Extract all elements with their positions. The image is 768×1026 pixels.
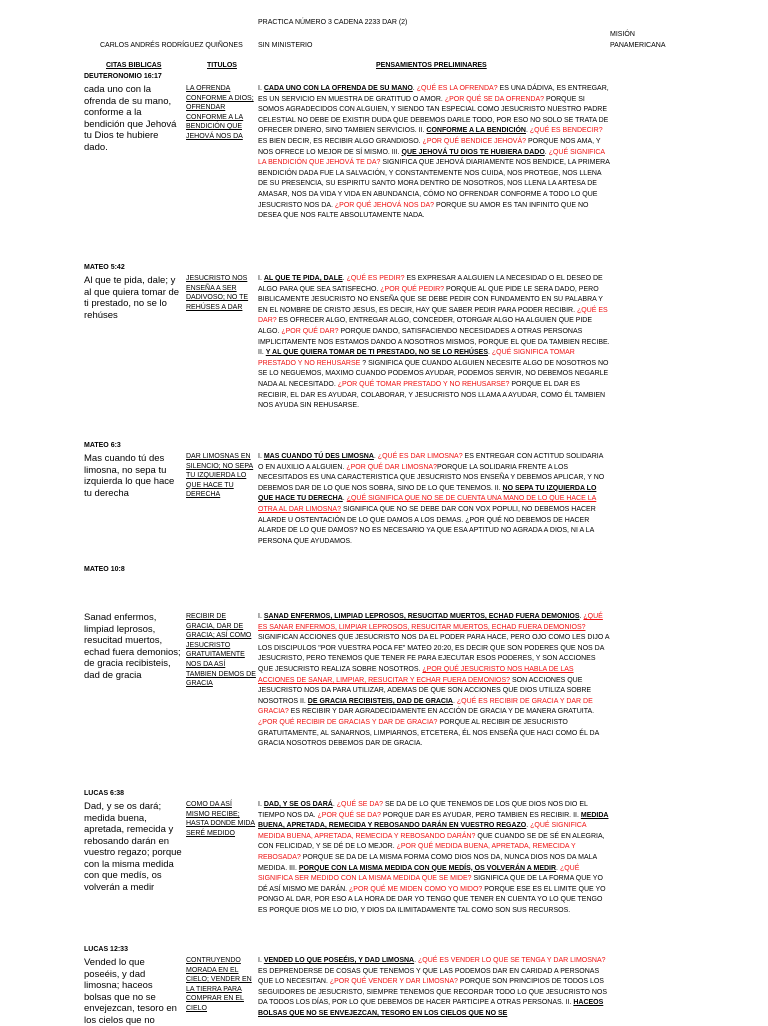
text-segment: ¿POR QUÉ SE DA?: [317, 811, 381, 819]
author-name: CARLOS ANDRÉS RODRÍGUEZ QUIÑONES: [100, 42, 243, 49]
section-title: COMO DA ASÍ MISMO RECIBE; HASTA DONDE MIDA SERÉ MEDIDO: [186, 801, 256, 837]
text-segment: SE DA DE LO QUE TENEMOS DE LOS QUE DIOS NOS DIO EL TIEMPO NOS DA.: [258, 801, 588, 819]
text-segment: DAD, Y SE OS DARÁ: [263, 801, 333, 808]
text-segment: ¿POR QUÉ DAR LIMOSNA?: [346, 463, 437, 471]
text-segment: .: [525, 127, 530, 135]
text-segment: ¿QUÉ SIGNIFICA SER MEDIDO CON LA MISMA MEDIDA QUE SE MIDE?: [258, 864, 580, 883]
text-segment: ES RECIBIR Y DAR AGRADECIDAMENTE EN ACCIÓN DE GRACIA Y DE MANERA GRATUITA.: [288, 708, 595, 716]
text-segment: .: [373, 453, 378, 460]
text-segment: SON ACCIONES QUE JESUCRISTO NOS DA PARA UTILIZAR, ADEMAS DE QUE SON ACCIONES QUE DIOS UTILIZA SOBRE NOSOTROS II.: [258, 676, 592, 705]
section-title: JESUCRISTO NOS ENSEÑA A SER DADIVOSO; NO TE REHÚSES A DAR: [186, 275, 249, 311]
text-segment: .: [332, 801, 337, 808]
text-segment: ES UNA DÁDIVA, ES ENTREGAR, ES UN SERVICIO EN MUESTRA DE GRATITUD O AMOR.: [258, 85, 609, 103]
thought-paragraph: [258, 612, 610, 750]
text-segment: PORQUE CON LA MISMA MEDIDA CON QUE MEDÍS, OS VOLVERÁN A MEDIR: [298, 864, 557, 872]
text-segment: NO SEPA TU IZQUIERDA LO QUE HACE TU DERECHA: [258, 484, 597, 503]
text-segment: PORQUE SE DA DE LA MISMA FORMA COMO DIOS NOS DA, NUNCA DIOS NOS DA MALA MEDIDA. III.: [258, 853, 597, 872]
text-segment: PORQUE SI SOMOS AGRADECIDOS CON ALGUIEN, Y SIENDO TAN ESPECIAL COMO JESUCRISTO NUESTRO PADRE CELESTIAL NO DEBE DE EXISTIR DUDA QUE DEBEMOS DARLE TODO, POR ESO NO SOLO SE TRATA DE OFRECER DINERO, SINO TAMBIEN SERVICIOS. II.: [258, 95, 609, 135]
text-segment: DE GRACIA RECIBISTEIS, DAD DE GRACIA: [307, 697, 453, 705]
text-segment: ¿QUÉ ES SANAR ENFERMOS, LIMPIAR LEPROSOS, RESUCITAR MUERTOS, ECHAD FUERA DEMONIOS?: [258, 613, 603, 631]
text-segment: PORQUE SON PRINCIPIOS DE TODOS LOS SEGUIDORES DE JESUCRISTO, SIEMPRE TENEMOS QUE RECORDAR TODO LO QUE JESUCRISTO NOS DA TODOS LOS DÍAS, POR LO QUE DEBEMOS DE HACER PARTICIPE A OTRAS PERSONAS. II.: [258, 978, 608, 1007]
thought-paragraph: [258, 452, 610, 547]
verse-text: cada uno con la ofrenda de su mano, conforme a la bendición que Jehová tu Dios te hubiere dado.: [84, 84, 177, 153]
practice-title: PRACTICA NÚMERO 3 CADENA 2233 DAR (2): [258, 19, 408, 26]
bible-reference: DEUTERONOMIO 16:17: [84, 73, 162, 80]
text-segment: .: [453, 697, 457, 705]
verse-text: Sanad enfermos, limpiad leprosos, resucitad muertos, echad fuera demonios; de gracia recibisteis, dad de gracia: [84, 612, 181, 681]
thought-paragraph: [258, 274, 610, 412]
text-segment: .: [412, 85, 417, 92]
text-segment: Y AL QUE QUIERA TOMAR DE TI PRESTADO, NO SE LO REHÚSES: [265, 349, 488, 357]
ministry-label: SIN MINISTERIO: [258, 42, 313, 49]
text-segment: ¿POR QUÉ MEDIDA BUENA, APRETADA, REMECIDA Y REBOSADA?: [258, 843, 576, 861]
text-segment: SIGNIFICAN ACCIONES QUE JESUCRISTO NOS DA EL PODER PARA HACE, PERO OJO COMO LES DIJO A LOS DISCIPULOS "POR VUESTRA POCA FE" MATEO 20:20, ES DECIR QUE SON PODERES QUE NOS DA JESUCRISTO, PERO TENEMOS QUE TENER FE PARA EJECUTAR ESOS PODERES, Y SON ACCIONES QUE JESUCRISTO REALIZA SOBRE NOSOTROS.: [258, 634, 610, 673]
section-title: CONTRUYENDO MORADA EN EL CIELO; VENDER EN LA TIERRA PARA COMPRAR EN EL CIELO: [186, 957, 252, 1012]
section-title: LA OFRENDA CONFORME A DIOS; OFRENDAR CONFORME A LA BENDICIÓN QUE JEHOVÁ NOS DA: [186, 85, 254, 140]
column-header-thoughts: PENSAMIENTOS PRELIMINARES: [376, 62, 487, 69]
text-segment: ¿POR QUÉ VENDER Y DAR LIMOSNA?: [329, 978, 458, 986]
text-segment: AL QUE TE PIDA, DALE: [263, 275, 343, 282]
text-segment: PORQUE NOS AMA, Y NOS OFRECE LO MEJOR DE SÍ MISMO. III.: [258, 137, 601, 156]
text-segment: SANAD ENFERMOS, LIMPIAD LEPROSOS, RESUCITAD MUERTOS, ECHAD FUERA DEMONIOS: [263, 613, 580, 620]
column-header-citations: CITAS BIBLICAS: [106, 62, 162, 69]
text-segment: ¿POR QUÉ PEDIR?: [380, 285, 445, 293]
text-segment: ES BIEN DECIR, ES RECIBIR ALGO GRANDIOSO.: [258, 137, 423, 145]
text-segment: I.: [258, 453, 264, 460]
text-segment: PORQUE AL RECIBIR DE JESUCRISTO GRATUITAMENTE, AL SANARNOS, LIMPIARNOS, ETCETERA, ÉL NOS ENSEÑA QUE HACI COMO ÉL DA GRACIA NOSOTROS DEBEMOS DAR DE GRACIA.: [258, 718, 599, 748]
text-segment: QUE CUANDO SE DE SÉ EN ALEGRIA, CON FELICIDAD, Y SE DÉ DE LO MEJOR.: [258, 832, 605, 851]
text-segment: ¿QUÉ SE DA?: [336, 801, 384, 808]
text-segment: ¿POR QUÉ JEHOVÁ NOS DA?: [334, 201, 435, 209]
text-segment: .: [556, 864, 560, 872]
text-segment: ¿POR QUÉ ME MIDEN COMO YO MIDO?: [349, 885, 483, 893]
verse-text: Dad, y se os dará; medida buena, apretada, remecida y rebosando darán en vuestro regazo; porque con la misma medida con que medís, os volverán a medir: [84, 801, 182, 893]
text-segment: ¿QUÉ SIGNIFICA QUE NO SE DE CUENTA UNA MANO DE LO QUE HACE LA OTRA AL DAR LIMOSNA?: [258, 495, 597, 513]
text-segment: .: [414, 957, 419, 964]
text-segment: VENDED LO QUE POSEÉIS, Y DAD LIMOSNA: [263, 957, 415, 964]
thought-paragraph: [258, 800, 610, 917]
text-segment: PORQUE LA SOLIDARIA FRENTE A LOS NECESITADOS ES UNA CARACTERISTICA QUE JESUCRISTO NOS ENSEÑA Y DEBEMOS APLICAR, Y NO DEBEMOS DAR DE LO QUE NOS SOBRA, SINO DE LO QUE TENEMOS. II.: [258, 463, 605, 492]
text-segment: ¿QUÉ ES PEDIR?: [346, 275, 405, 282]
text-segment: I.: [258, 801, 264, 808]
verse-text: Al que te pida, dale; y al que quiera tomar de ti prestado, no se lo rehúses: [84, 275, 180, 321]
section-title: DAR LIMOSNAS EN SILENCIO; NO SEPA TU IZQUIERDA LO QUE HACE TU DERECHA: [186, 453, 254, 499]
text-segment: ¿QUÉ ES DAR?: [258, 306, 608, 325]
text-segment: SIGNIFICA QUE DE LA FORMA QUE YO DÉ ASÍ MISMO ME DARÁN.: [258, 875, 603, 893]
text-segment: ES DEPRENDERSE DE COSAS QUE TENEMOS Y QUE LAS PODEMOS DAR EN CARIDAD A PERSONAS QUE LO NECESITAN.: [258, 967, 600, 986]
text-segment: I.: [258, 85, 264, 92]
text-segment: .: [579, 613, 584, 620]
text-segment: ¿POR QUÉ TOMAR PRESTADO Y NO REHUSARSE?: [337, 380, 510, 388]
text-segment: MEDIDA BUENA, APRETADA, REMECIDA Y REBOSANDO DARÁN EN VUESTRO REGAZO: [258, 811, 609, 830]
verse-text: Vended lo que poseéis, y dad limosna; haceos bolsas que no se envejezcan, tesoro en los cielos que no: [84, 957, 177, 1026]
bible-reference: MATEO 10:8: [84, 566, 125, 573]
text-segment: .: [342, 275, 347, 282]
text-segment: .: [526, 822, 531, 830]
text-segment: ES OFRECER ALGO, ENTREGAR ALGO, CONCEDER, OTORGAR ALGO HA ALGUIEN QUE PIDE ALGO.: [258, 317, 593, 335]
text-segment: ¿QUÉ ES BENDECIR?: [529, 127, 603, 135]
text-segment: ¿QUÉ ES VENDER LO QUE SE TENGA Y DAR LIMOSNA?: [418, 957, 606, 964]
bible-reference: LUCAS 6:38: [84, 790, 125, 797]
thought-paragraph: [258, 84, 610, 222]
text-segment: CADA UNO CON LA OFRENDA DE SU MANO: [263, 85, 413, 92]
thought-paragraph: [258, 956, 610, 1020]
section-title: RECIBIR DE GRACIA, DAR DE GRACIA; ASÍ COMO JESUCRISTO GRATUITAMENTE NOS DA ASÍ TAMBIEN DEMOS DE GRACIA: [186, 613, 256, 688]
text-segment: .: [488, 349, 492, 357]
text-segment: ¿QUÉ SIGNIFICA LA BENDICIÓN QUE JEHOVÁ TE DA?: [258, 148, 605, 167]
text-segment: .: [342, 495, 347, 503]
text-segment: I.: [258, 275, 264, 282]
text-segment: PORQUE EL DAR ES RECIBIR, EL DAR ES AYUDAR, COLABORAR, Y JESUCRISTO NOS LLAMA A AYUDAR, COMO ÉL TAMBIEN NOS AYUDA SIN REHUSARSE.: [258, 380, 606, 410]
text-segment: ¿POR QUÉ SE DA OFRENDA?: [444, 95, 545, 103]
text-segment: PORQUE DAR ES AYUDAR, PERO TAMBIEN ES RECIBIR. II.: [380, 811, 581, 819]
text-segment: ¿QUÉ ES DAR LIMOSNA?: [377, 453, 463, 460]
text-segment: ¿POR QUÉ JESUCRISTO NOS HABLA DE LAS ACCIONES DE SANAR, LIMPIAR, RESUCITAR Y ECHAR FUERA DEMONIOS?: [258, 665, 574, 684]
text-segment: QUE JEHOVÁ TU DIOS TE HUBIERA DADO: [401, 148, 545, 156]
mission-line-2: PANAMERICANA: [610, 42, 666, 49]
column-header-titles: TITULOS: [207, 62, 237, 69]
text-segment: ¿POR QUÉ RECIBIR DE GRACIAS Y DAR DE GRACIA?: [258, 718, 438, 726]
text-segment: ¿QUÉ SIGNIFICA TOMAR PRESTADO Y NO REHUSARSE: [258, 349, 575, 367]
text-segment: .: [544, 148, 549, 156]
verse-text: Mas cuando tú des limosna, no sepa tu izquierda lo que hace tu derecha: [84, 453, 175, 499]
text-segment: PORQUE SU AMOR ES TAN INFINITO QUE NO DESEA QUE NOS FALTE ABSOLUTAMENTE NADA.: [258, 201, 589, 220]
bible-reference: MATEO 6:3: [84, 442, 121, 449]
text-segment: MAS CUANDO TÚ DES LIMOSNA: [263, 453, 374, 460]
text-segment: ¿QUÉ SIGNIFICA MEDIDA BUENA, APRETADA, REMECIDA Y REBOSANDO DARÁN?: [258, 822, 587, 840]
mission-line-1: MISIÓN: [610, 31, 635, 38]
text-segment: SIGNIFICA QUE NO SE DEBE DAR CON VOX POPULI, NO DEBEMOS HACER ALARDE U OSTENTACIÓN DE LO QUE DAMOS A LOS DEMAS. ¿POR QUÉ NO DEBEMOS DE HACER ALARDE DE LO QUE DAMOS? NO ES NECESARIO YA QUE ESA APTITUD NO AGRADA A DIOS, NI A LA PERSONA QUE AYUDAMOS.: [258, 505, 596, 545]
bible-reference: LUCAS 12:33: [84, 946, 128, 953]
text-segment: ¿POR QUÉ BENDICE JEHOVÁ?: [422, 137, 527, 145]
text-segment: ¿POR QUÉ DAR?: [281, 327, 339, 335]
text-segment: I.: [258, 957, 264, 964]
text-segment: CONFORME A LA BENDICIÓN: [426, 127, 526, 135]
text-segment: PORQUE ESE ES EL LIMITE QUE YO PONGO AL DAR, POR ESO A LA HORA DE DAR YO TENGO QUE TENER EN CUENTA YO LO QUE TENGO ES PORQUE DIOS ME LO DIO, Y DIOS DA ILIMITADAMENTE TAL COMO SON SUS RECURSOS.: [258, 885, 606, 914]
text-segment: ES EXPRESAR A ALGUIEN LA NECESIDAD O EL DESEO DE ALGO PARA QUE SEA SATISFECHO.: [258, 275, 603, 293]
text-segment: SIGNIFICA QUE JEHOVÁ DIARIAMENTE NOS BENDICE, LA PRIMERA BENDICIÓN DADA FUE LA SALVACIÓN, Y CONSTANTEMENTE NOS CUIDA, NOS PROTEGE, NOS LLENA DE SU PRESENCIA, SU ESPIRITU SANTO MORA DENTRO DE NOSOTROS, NOS LLENA LA ARTESA DE AMASAR, NOS DA VIDA Y VIDA EN ABUNDANCIA, CÓMO NO OFRENDAR CONFORME A TODO LO QUE JESUCRISTO NOS DA.: [258, 159, 610, 209]
text-segment: PORQUE AL QUE PIDE LE SERA DADO, PERO BIBLICAMENTE JESUCRISTO NO ENSEÑA QUE SE DEBE PEDIR CON FUNDAMENTO EN SU PALABRA Y EN EL NOMBRE DE CRISTO JESUS, ES DECIR, HAY QUE SABER PEDIR PARA PODER RECIBIR.: [258, 285, 603, 314]
text-segment: ES ENTREGAR CON ACTITUD SOLIDARIA O EN AUXILIO A ALGUIEN.: [258, 453, 604, 471]
text-segment: PORQUE DANDO, SATISFACIENDO NECESIDADES A OTRAS PERSONAS IMPLICITAMENTE NOS ESTAMOS DANDO A NOSOTROS MISMOS, PORQUE EL QUE DA TAMBIEN RECIBE. II.: [258, 327, 610, 357]
text-segment: ¿QUÉ ES RECIBIR DE GRACIA Y DAR DE GRACIA?: [258, 697, 593, 716]
text-segment: ¿QUÉ ES LA OFRENDA?: [416, 85, 498, 92]
text-segment: ? SIGNIFICA QUE CUANDO ALGUIEN NECESITE ALGO DE NOSOTROS NO SE LO NEGUEMOS, MAXIMO CUANDO PODEMOS AYUDAR, PODEMOS SERVIR, NO DEBEMOS NEGARLE NADA AL NECESITADO.: [258, 359, 609, 388]
text-segment: HACEOS BOLSAS QUE NO SE ENVEJEZCAN, TESORO EN LOS CIELOS QUE NO SE: [258, 999, 604, 1017]
text-segment: I.: [258, 613, 264, 620]
bible-reference: MATEO 5:42: [84, 264, 125, 271]
